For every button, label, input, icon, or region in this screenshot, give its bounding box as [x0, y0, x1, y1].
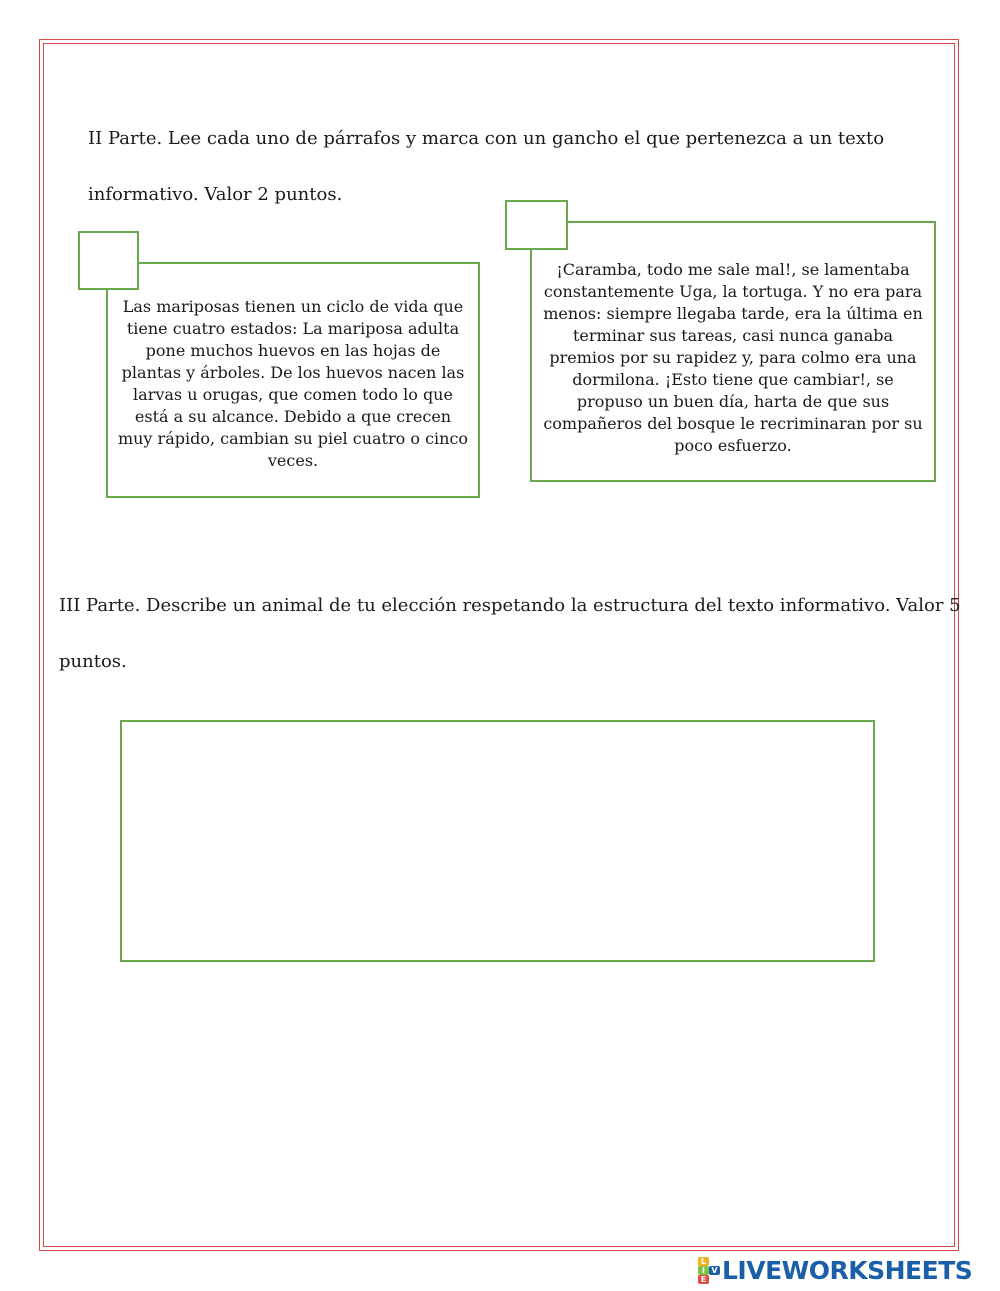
checkbox-left[interactable]	[78, 231, 139, 290]
part2-instruction-line1: II Parte. Lee cada uno de párrafos y marca con un gancho el que pertenezca a un texto	[88, 128, 885, 149]
logo-letter-e: E	[698, 1275, 709, 1284]
part3-instruction-line1: III Parte. Describe un animal de tu elección respetando la estructura del texto informativo. Valor 5	[59, 595, 961, 616]
logo-letter-i: I	[698, 1266, 709, 1275]
part2-instruction-line2: informativo. Valor 2 puntos.	[88, 184, 343, 205]
logo-text: LIVEWORKSHEETS	[722, 1255, 973, 1285]
part3-instruction-line2: puntos.	[59, 651, 127, 672]
logo-mark-icon	[698, 1257, 720, 1284]
answer-textarea[interactable]	[120, 720, 875, 962]
paragraph-left-text: Las mariposas tienen un ciclo de vida que tiene cuatro estados: La mariposa adulta pone muchos huevos en las hojas de plantas y árboles. De los huevos nacen las larvas u orugas, que comen todo lo que está a su alcance. Debido a que crecen muy rápido, cambian su piel cuatro o cinco veces.	[117, 297, 469, 470]
logo-letter-l: L	[698, 1257, 709, 1266]
checkbox-right[interactable]	[505, 200, 568, 250]
paragraph-right-text: ¡Caramba, todo me sale mal!, se lamentaba constantemente Uga, la tortuga. Y no era para menos: siempre llegaba tarde, era la última en terminar sus tareas, casi nunca ganaba premios por su rapidez y, para colmo era una dormilona. ¡Esto tiene que cambiar!, se propuso un buen día, harta de que sus compañeros del bosque le recriminaran por su poco esfuerzo.	[543, 260, 923, 455]
liveworksheets-logo[interactable]	[698, 1256, 972, 1284]
logo-letter-v: V	[709, 1266, 720, 1275]
